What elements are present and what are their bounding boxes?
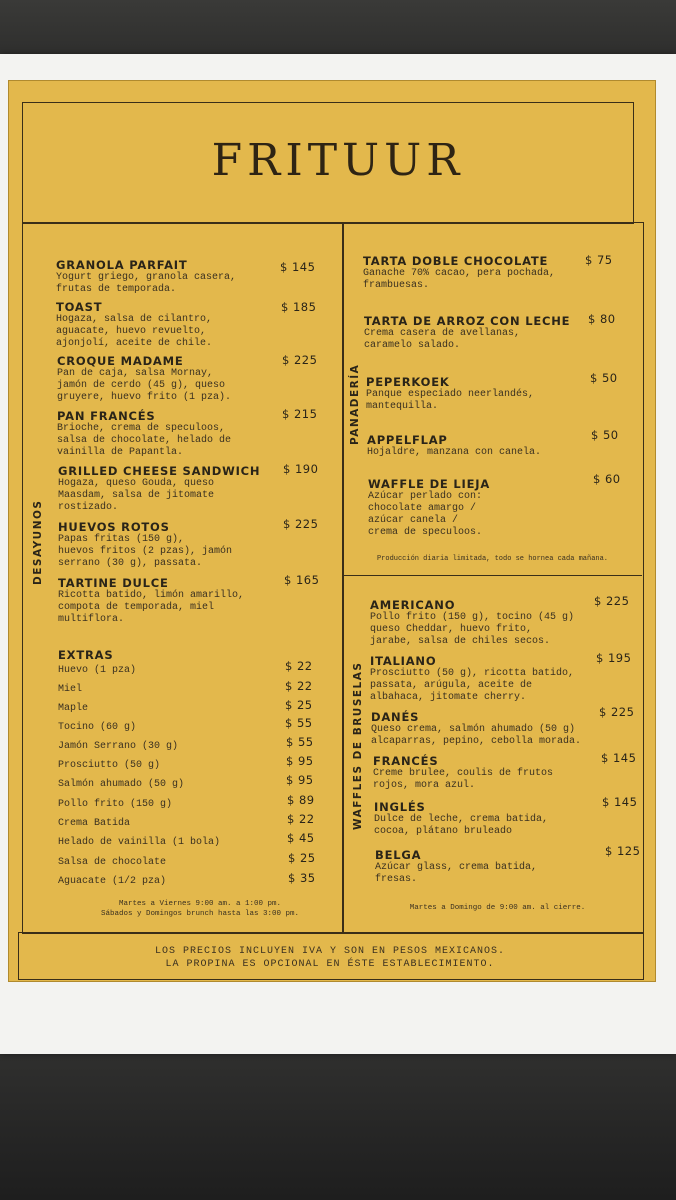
item-price: $ 215 xyxy=(282,407,318,421)
item-name: ITALIANO xyxy=(370,654,437,668)
extra-name: Pollo frito (150 g) xyxy=(58,799,173,810)
item-desc: Pollo frito (150 g), tocino (45 g) queso Cheddar, huevo frito, jarabe, salsa de chiles secos. xyxy=(370,612,575,647)
item-price: $ 225 xyxy=(282,353,318,367)
menu-item xyxy=(373,754,553,792)
section-label-panaderia: PANADERÍA xyxy=(349,363,361,445)
item-price: $ 125 xyxy=(605,844,641,858)
item-name: PAN FRANCÉS xyxy=(57,409,156,423)
item-name: PEPERKOEK xyxy=(366,375,450,389)
extra-price: $ 55 xyxy=(286,735,314,749)
extra-name: Crema Batida xyxy=(58,818,131,829)
footer-line-2: LA PROPINA ES OPCIONAL EN ÉSTE ESTABLECIMIENTO. xyxy=(165,959,495,970)
menu-item xyxy=(367,433,541,459)
item-price: $ 190 xyxy=(283,462,319,476)
item-price: $ 50 xyxy=(591,428,619,442)
menu-item xyxy=(57,354,231,404)
item-price: $ 225 xyxy=(594,594,630,608)
item-desc: Ganache 70% cacao, pera pochada, frambuesas. xyxy=(363,268,556,291)
item-price: $ 80 xyxy=(588,312,616,326)
menu-item xyxy=(366,375,534,413)
item-name: GRANOLA PARFAIT xyxy=(56,258,188,272)
extra-name: Huevo (1 pza) xyxy=(58,665,137,676)
item-desc: Queso crema, salmón ahumado (50 g) alcaparras, pepino, cebolla morada. xyxy=(371,724,582,747)
item-price: $ 225 xyxy=(599,705,635,719)
extra-price: $ 89 xyxy=(287,793,315,807)
extra-name: Maple xyxy=(58,703,89,714)
item-name: WAFFLE DE LIEJA xyxy=(368,477,491,491)
extra-price: $ 95 xyxy=(286,754,314,768)
section-label-desayunos: DESAYUNOS xyxy=(32,499,44,585)
hours-note-2: Sábados y Domingos brunch hasta las 3:00 pm. xyxy=(100,910,300,918)
item-price: $ 60 xyxy=(593,472,621,486)
menu-item xyxy=(57,409,231,459)
item-price: $ 145 xyxy=(601,751,637,765)
extra-price: $ 25 xyxy=(285,698,313,712)
menu-item xyxy=(374,800,548,838)
menu-item xyxy=(370,654,574,704)
item-price: $ 75 xyxy=(585,253,613,267)
item-desc: Panque especiado neerlandés, mantequilla. xyxy=(366,389,535,412)
panaderia-note: Producción diaria limitada, todo se hornea cada mañana. xyxy=(376,555,609,563)
extra-price: $ 22 xyxy=(285,659,313,673)
menu-item xyxy=(58,520,232,570)
item-desc: Pan de caja, salsa Mornay, jamón de cerdo (45 g), queso gruyere, huevo frito (1 pza). xyxy=(57,368,232,403)
extra-price: $ 35 xyxy=(288,871,316,885)
item-name: DANÉS xyxy=(371,710,420,724)
item-name: FRANCÉS xyxy=(373,754,439,768)
hours-note-1: Martes a Viernes 9:00 am. a 1:00 pm. xyxy=(118,900,282,908)
item-desc: Ricotta batido, limón amarillo, compota de temporada, miel multiflora. xyxy=(58,590,245,625)
menu-item xyxy=(56,258,236,296)
item-desc: Dulce de leche, crema batida, cocoa, plátano bruleado xyxy=(374,814,549,837)
menu-item xyxy=(368,477,490,539)
item-desc: Prosciutto (50 g), ricotta batido, passata, arúgula, aceite de albahaca, jitomate cherry. xyxy=(370,668,575,703)
extra-name: Miel xyxy=(58,684,83,695)
page-title: FRITUUR xyxy=(211,135,465,186)
item-name: APPELFLAP xyxy=(367,433,448,447)
menu-item xyxy=(375,848,537,886)
item-name: TOAST xyxy=(56,300,103,314)
extra-name: Jamón Serrano (30 g) xyxy=(58,741,179,752)
extra-name: Tocino (60 g) xyxy=(58,722,137,733)
item-name: BELGA xyxy=(375,848,422,862)
extra-name: Prosciutto (50 g) xyxy=(58,760,161,771)
item-price: $ 195 xyxy=(596,651,632,665)
footer-note xyxy=(20,945,640,971)
section-label-waffles: WAFFLES DE BRUSELAS xyxy=(352,661,364,830)
item-name: CROQUE MADAME xyxy=(57,354,184,368)
item-name: HUEVOS ROTOS xyxy=(58,520,170,534)
extra-name: Salsa de chocolate xyxy=(58,857,167,868)
item-desc: Yogurt griego, granola casera, frutas de temporada. xyxy=(56,272,237,295)
item-price: $ 165 xyxy=(284,573,320,587)
item-desc: Papas fritas (150 g), huevos fritos (2 pzas), jamón serrano (30 g), passata. xyxy=(58,534,233,569)
extra-name: Helado de vainilla (1 bola) xyxy=(58,837,221,848)
extra-price: $ 45 xyxy=(287,831,315,845)
item-price: $ 145 xyxy=(280,260,316,274)
menu-item xyxy=(58,576,244,626)
extra-price: $ 95 xyxy=(286,773,314,787)
menu-item xyxy=(363,254,555,292)
item-desc: Hojaldre, manzana con canela. xyxy=(367,447,542,458)
divider-line xyxy=(342,575,642,576)
item-desc: Azúcar glass, crema batida, fresas. xyxy=(375,862,538,885)
extra-price: $ 55 xyxy=(285,716,313,730)
item-desc: Brioche, crema de speculoos, salsa de chocolate, helado de vainilla de Papantla. xyxy=(57,423,232,458)
waffles-note: Martes a Domingo de 9:00 am. al cierre. xyxy=(409,904,586,912)
item-desc: Azúcar perlado con: chocolate amargo / azúcar canela / crema de speculoos. xyxy=(368,491,483,538)
item-name: TARTA DE ARROZ CON LECHE xyxy=(364,314,571,328)
item-name: INGLÉS xyxy=(374,800,426,814)
extra-price: $ 22 xyxy=(285,679,313,693)
menu-item xyxy=(56,300,212,350)
menu-item xyxy=(370,598,574,648)
item-price: $ 225 xyxy=(283,517,319,531)
item-desc: Creme brulee, coulis de frutos rojos, mora azul. xyxy=(373,768,554,791)
item-name: TARTA DOBLE CHOCOLATE xyxy=(363,254,549,268)
item-desc: Crema casera de avellanas, caramelo salado. xyxy=(364,328,521,351)
menu-item xyxy=(364,314,570,352)
item-name: AMERICANO xyxy=(370,598,456,612)
item-name: TARTINE DULCE xyxy=(58,576,169,590)
item-desc: Hogaza, queso Gouda, queso Maasdam, salsa de jitomate rostizado. xyxy=(58,478,215,513)
item-name: GRILLED CHEESE SANDWICH xyxy=(58,464,261,478)
menu-item xyxy=(58,464,260,514)
footer-line-1: LOS PRECIOS INCLUYEN IVA Y SON EN PESOS MEXICANOS. xyxy=(154,946,506,957)
extras-title: EXTRAS xyxy=(58,648,114,662)
item-price: $ 185 xyxy=(281,300,317,314)
menu-item xyxy=(371,710,581,748)
extra-name: Aguacate (1/2 pza) xyxy=(58,876,167,887)
item-price: $ 145 xyxy=(602,795,638,809)
extra-price: $ 22 xyxy=(287,812,315,826)
item-price: $ 50 xyxy=(590,371,618,385)
extra-price: $ 25 xyxy=(288,851,316,865)
extra-name: Salmón ahumado (50 g) xyxy=(58,779,185,790)
item-desc: Hogaza, salsa de cilantro, aguacate, huevo revuelto, ajonjolí, aceite de chile. xyxy=(56,314,213,349)
